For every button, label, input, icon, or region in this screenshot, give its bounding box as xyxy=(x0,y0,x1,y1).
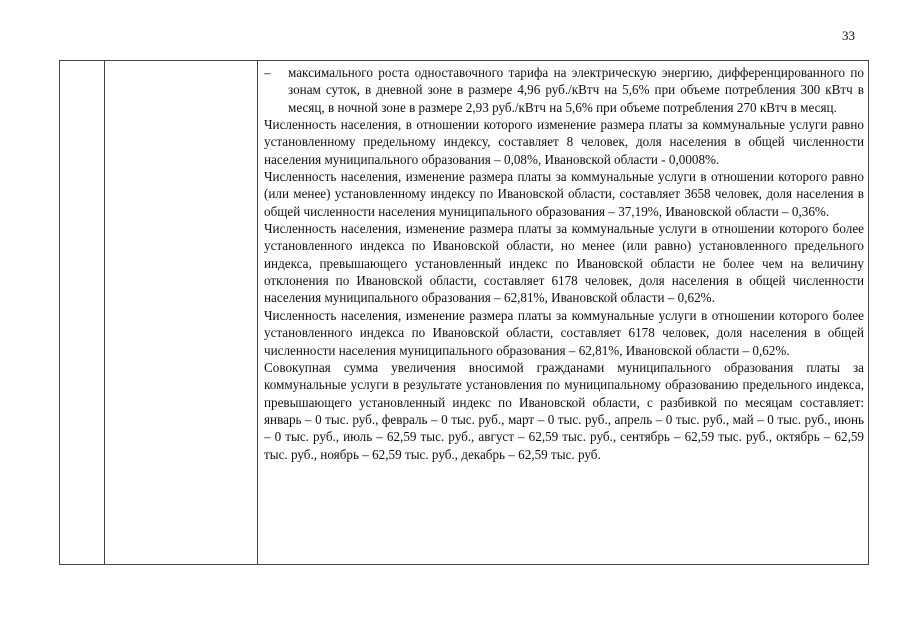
page-number: 33 xyxy=(842,28,855,43)
dash-item-text: максимального роста одноставочного тарифа на электрическую энергию, дифференцированного по зонам суток, в дневной зоне в размере 4,96 руб./кВтч на 5,6% при объеме потребления 300 кВтч в месяц, в ночной зоне в размере 2,93 руб./кВтч на 5,6% при объеме потребления 270 кВтч в месяц. xyxy=(288,65,864,115)
table-column-divider-1 xyxy=(104,61,105,564)
paragraph-regulated-population: Численность населения, в отношении которого изменение размера платы за коммунальные услуги равно установленному предельному индексу, составляет 8 человек, доля населения в общей численности населения муниципального образования – 0,08%, Ивановской области - 0,0008%. xyxy=(264,117,864,167)
dash-marker: – xyxy=(264,65,271,80)
table-column-divider-2 xyxy=(257,61,258,564)
paragraph-between-index-population: Численность населения, изменение размера платы за коммунальные услуги в отношении которого более установленного индекса по Ивановской области, но менее (или равно) установленного предельного индекса, превышающего установленный индекс по Ивановской области не более чем на величину отклонения по Ивановской области, составляет 6178 человек, доля населения в общей численности населения муниципального образования – 62,81%, Ивановской области – 0,62%. xyxy=(264,221,864,306)
table-content-cell xyxy=(264,64,864,463)
dash-list-item xyxy=(264,64,864,116)
paragraph-below-index-population: Численность населения, изменение размера платы за коммунальные услуги в отношении которого равно (или менее) установленному индексу по Ивановской области, составляет 3658 человек, доля населения в общей численности населения муниципального образования – 37,19%, Ивановской области – 0,36%. xyxy=(264,169,864,219)
document-table xyxy=(59,60,869,565)
paragraph-monthly-breakdown: Совокупная сумма увеличения вносимой гражданами муниципального образования платы за коммунальные услуги в результате установления по муниципальному образованию предельного индекса, превышающего установленный индекс по Ивановской области, с разбивкой по месяцам составляет: январь – 0 тыс. руб., февраль – 0 тыс. руб., март – 0 тыс. руб., апрель – 0 тыс. руб., май – 0 тыс. руб., июнь – 0 тыс. руб., июль – 62,59 тыс. руб., август – 62,59 тыс. руб., сентябрь – 62,59 тыс. руб., октябрь – 62,59 тыс. руб., ноябрь – 62,59 тыс. руб., декабрь – 62,59 тыс. руб. xyxy=(264,359,864,462)
paragraph-above-index-population: Численность населения, изменение размера платы за коммунальные услуги в отношении которого более установленного индекса по Ивановской области, составляет 6178 человек, доля населения в общей численности населения муниципального образования – 62,81%, Ивановской области – 0,62%. xyxy=(264,307,864,358)
